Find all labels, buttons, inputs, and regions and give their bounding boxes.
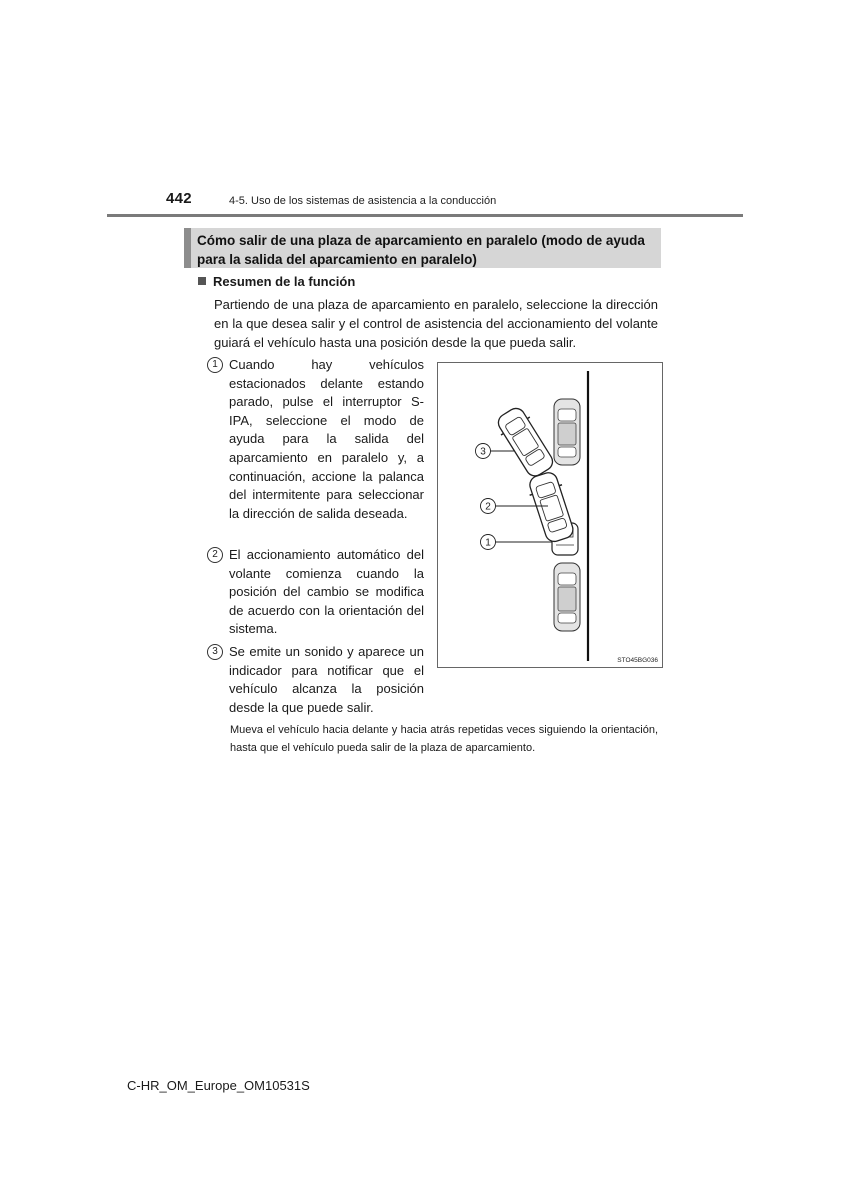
page-number: 442: [166, 190, 192, 207]
step-2: [207, 546, 424, 639]
parking-diagram: [438, 363, 664, 669]
intro-paragraph: Partiendo de una plaza de aparcamiento en paralelo, seleccione la dirección en la que desea salir y el control de asistencia del accionamiento del volante guiará el vehículo hasta una posición desde la que pueda salir.: [214, 297, 658, 350]
parked-car-front-icon: [554, 399, 580, 465]
step-text: El accionamiento automático del volante comienza cuando la posición del cambio se modifica de acuerdo con la orientación del sistema.: [229, 547, 424, 637]
step-number-badge: 1: [207, 357, 223, 373]
step-3: [207, 643, 424, 717]
step-text: Se emite un sonido y aparece un indicador para notificar que el vehículo alcanza la posición desde la que puede salir.: [229, 644, 424, 715]
sub-heading-text: Resumen de la función: [213, 274, 356, 289]
parked-car-rear-icon: [554, 563, 580, 631]
step-1: [207, 356, 424, 523]
header-divider: [107, 214, 743, 217]
callout-label-2: 2: [485, 501, 491, 513]
vehicle-position-3-icon: [493, 403, 559, 480]
figure-code: STO45BG036: [617, 657, 658, 664]
running-header: 4-5. Uso de los sistemas de asistencia a la conducción: [229, 195, 497, 207]
document-footer: C-HR_OM_Europe_OM10531S: [127, 1078, 310, 1093]
step-number-badge: 3: [207, 644, 223, 660]
square-bullet-icon: [198, 277, 206, 285]
step-number-badge: 2: [207, 547, 223, 563]
step-text: Cuando hay vehículos estacionados delante estando parado, pulse el interruptor S-IPA, seleccione el modo de ayuda para la salida del aparcamiento en paralelo y, a continuación, accione la palanca del intermitente para seleccionar la dirección de salida deseada.: [229, 357, 424, 521]
vehicle-position-2-icon: [525, 470, 578, 545]
guidance-note: Mueva el vehículo hacia delante y hacia atrás repetidas veces siguiendo la orientación, hasta que el vehículo pueda salir de la plaza de aparcamiento.: [230, 724, 658, 754]
sub-heading: [198, 274, 355, 289]
section-title: Cómo salir de una plaza de aparcamiento en paralelo (modo de ayuda para la salida del aparcamiento en paralelo): [184, 228, 661, 268]
callout-label-3: 3: [480, 446, 486, 458]
parking-exit-figure: [437, 362, 663, 668]
callout-label-1: 1: [485, 537, 491, 549]
